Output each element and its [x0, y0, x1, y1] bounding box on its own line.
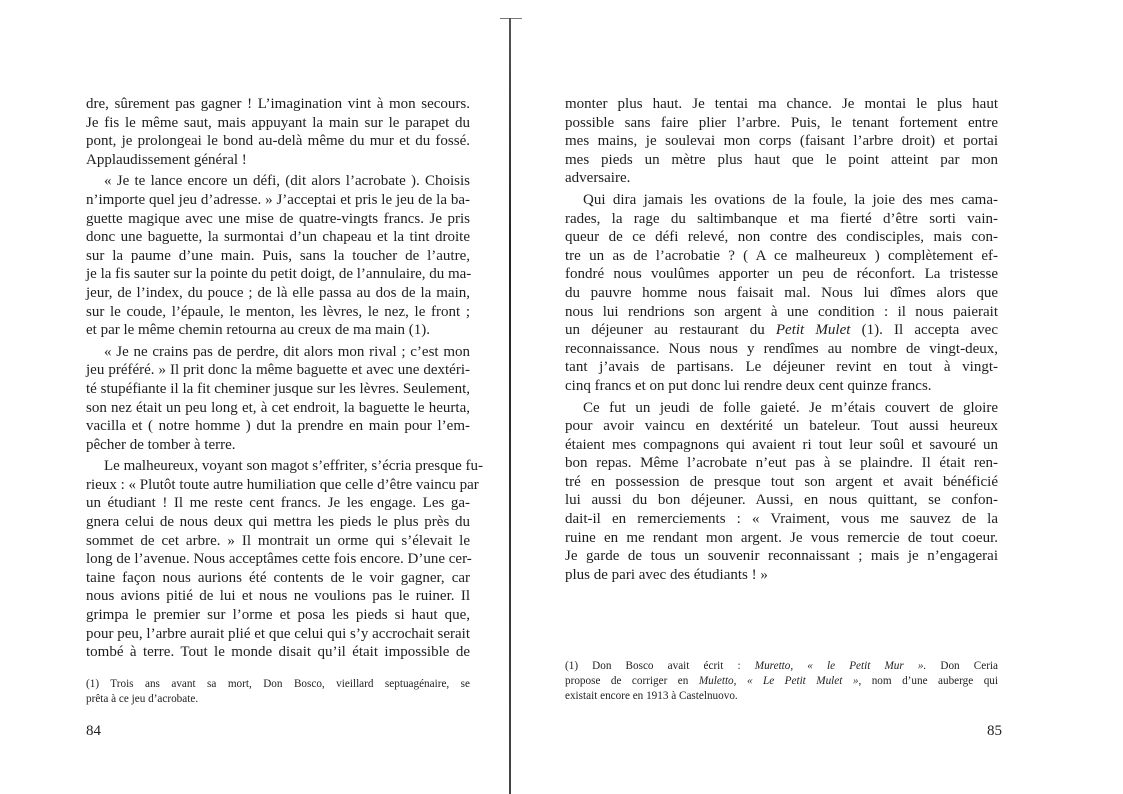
text-line: tombé à terre. Tout le monde disait qu’il était impossible de	[86, 644, 470, 661]
text-line: tant j’avais de partisans. Le déjeuner revint en tout à vingt-	[565, 359, 998, 376]
paragraph	[565, 191, 998, 396]
text-line	[565, 321, 998, 340]
text-segment: Don Ceria	[926, 660, 998, 672]
text-line: nous lui rendrions son argent à une condition : il nous paierait	[565, 303, 998, 320]
italic-text: Muletto	[698, 675, 734, 687]
italic-text: Petit Mulet	[775, 322, 851, 339]
text-line: jeur, de l’index, du pouce ; de là elle passa au dos de la main,	[86, 284, 470, 301]
text-line: Qui dira jamais les ovations de la foule, la joie des mes cama-	[583, 191, 998, 208]
text-line: jeu préféré. » Il prit donc la même baguette et avec une dextéri-	[86, 362, 470, 379]
text-segment: (1) Don Bosco avait écrit :	[565, 660, 755, 672]
text-line: Je garde de tous un souvenir reconnaissant ; mais je n’engagerai	[565, 548, 998, 565]
text-line: queur de ce défi relevé, non contre des condisciples, mais con-	[565, 229, 998, 246]
paragraph	[86, 172, 470, 339]
right-page-number: 85	[987, 723, 1002, 739]
right-page-footnote	[565, 659, 998, 704]
paragraph	[86, 343, 470, 455]
text-line: du pauvre homme nous faisait mal. Nous lui dîmes alors que	[565, 284, 998, 301]
text-line: cinq francs et on put donc lui rendre deux cent quinze francs.	[565, 377, 932, 394]
text-line: té stupéfiante il la fit cheminer jusque sur les lèvres. Seulement,	[86, 380, 470, 397]
right-page-body	[565, 95, 998, 587]
text-line: Le malheureux, voyant son magot s’effriter, s’écria presque fu-	[104, 458, 483, 475]
paragraph	[86, 457, 483, 662]
text-line: pont, je prolongeai le bond au-delà même du mur et du fossé.	[86, 133, 470, 150]
text-line: fondré nous voulûmes apporter un peu de réconfort. La tristesse	[565, 266, 998, 283]
text-line: pêcher de tomber à terre.	[86, 436, 236, 453]
text-line: un étudiant ! Il me reste cent francs. Je les engage. Les ga-	[86, 495, 470, 512]
text-line: pour peu, l’arbre aurait plié et que celui qui s’y accrochait serait	[86, 625, 470, 642]
text-line: dre, sûrement pas gagner ! L’imagination vint à mon secours.	[86, 96, 470, 112]
text-line: « Je ne crains pas de perdre, dit alors mon rival ; c’est mon	[104, 343, 470, 360]
text-segment: (1). Il accepta avec	[850, 322, 999, 339]
text-line: lui aussi du bon déjeuner. Aussi, en nous quittant, se confon-	[565, 492, 998, 509]
text-line: reconnaissance. Nous nous y rendîmes au nombre de vingt-deux,	[565, 340, 998, 357]
text-line: grimpa le premier sur l’orme et posa les pieds si haut que,	[86, 607, 470, 624]
book-spine	[509, 18, 511, 794]
text-line: tré en possession de presque tout son argent et avait bénéficié	[565, 473, 998, 490]
text-line: n’importe quel jeu d’adresse. » J’acceptai et pris le jeu de la ba-	[86, 191, 470, 208]
text-segment: propose de corriger en	[565, 675, 699, 687]
paragraph	[565, 399, 998, 585]
text-line: gnera celui de nous deux qui mettra les pieds le plus près du	[86, 514, 470, 531]
left-page-footnote	[86, 677, 470, 707]
text-segment: , nom d’une auberge qui	[858, 675, 998, 687]
italic-text: « Le Petit Mulet »	[746, 675, 859, 687]
text-line: mes mains, je soulevai mon corps (faisant l’arbre droit) et portai	[565, 133, 998, 150]
text-line: possible sans faire plier l’arbre. Puis, le tenant fortement entre	[565, 114, 998, 131]
text-line: guette magique avec une mise de quatre-vingts francs. Je pris	[86, 210, 470, 227]
text-line: je la fis sauter sur la pointe du petit doigt, de l’annulaire, du ma-	[86, 266, 472, 283]
text-line: Applaudissement général !	[86, 151, 247, 168]
italic-text: Muretto, « le Petit Mur ».	[754, 660, 927, 672]
text-line: long de l’avenue. Nous acceptâmes cette fois encore. D’une cer-	[86, 551, 472, 568]
text-segment: ,	[733, 675, 747, 687]
text-line: dait-il en remerciements : « Vraiment, vous me sauvez de la	[565, 511, 998, 528]
text-line: sur la paume d’une main. Puis, sans la toucher de l’autre,	[86, 247, 470, 264]
text-line: sur le coude, l’épaule, le menton, les lèvres, le nez, le front ;	[86, 303, 470, 320]
text-line: adversaire.	[565, 170, 631, 187]
text-line: bon repas. Même l’acrobate n’eut pas à se plaindre. Il était ren-	[565, 455, 998, 472]
text-line: nous avions pitié de lui et nous ne voulions pas le ruiner. Il	[86, 588, 470, 605]
left-page-body	[86, 95, 483, 665]
text-line: pour avoir vaincu en dextérité un bateleur. Tout aussi heureux	[565, 418, 998, 435]
text-line: sommet de cet arbre. » Il montrait un orme qui s’élevait le	[86, 532, 470, 549]
left-page-number: 84	[86, 723, 101, 739]
text-line: (1) Trois ans avant sa mort, Don Bosco, vieillard septuagénaire, se	[86, 678, 470, 690]
text-line: « Je te lance encore un défi, (dit alors l’acrobate ). Choisis	[104, 173, 470, 190]
text-line: monter plus haut. Je tentai ma chance. Je montai le plus haut	[565, 96, 998, 112]
text-line	[565, 659, 998, 674]
text-line: rieux : « Plutôt toute autre humiliation que celle d’être vaincu par	[86, 476, 479, 493]
paragraph	[565, 95, 998, 188]
text-line: étaient mes compagnons qui avaient ri tout leur soûl et savouré un	[565, 436, 998, 453]
text-line: vacilla et ( notre homme ) dut la prendre en main pour l’em-	[86, 418, 470, 435]
text-line: prêta à ce jeu d’acrobate.	[86, 693, 199, 705]
binding-mark	[500, 18, 522, 33]
text-line: mes pieds un mètre plus haut que le point atteint par mon	[565, 151, 998, 168]
text-line: existait encore en 1913 à Castelnuovo.	[565, 690, 738, 702]
text-line: tre un as de l’acrobatie ? ( A ce malheureux ) complètement ef-	[565, 247, 998, 264]
text-line: ruine en me rendant mon argent. Je vous remercie de tout coeur.	[565, 529, 998, 546]
text-segment: un déjeuner au restaurant du	[565, 322, 776, 339]
text-line: Ce fut un jeudi de folle gaieté. Je m’étais couvert de gloire	[583, 399, 998, 416]
text-line: taine façon nous aurions été contents de le voir gagner, car	[86, 569, 470, 586]
text-line: donc une baguette, la surmontai d’un chapeau et la tint droite	[86, 229, 470, 246]
text-line	[565, 674, 998, 689]
text-line: Je fis le même saut, mais appuyant la main sur le parapet du	[86, 114, 470, 131]
text-line: son nez était un peu long et, à cet endroit, la baguette le heurta,	[86, 399, 470, 416]
text-line: et par le même chemin retourna au creux de ma main (1).	[86, 322, 431, 339]
paragraph	[86, 95, 470, 169]
text-line: plus de pari avec des étudiants ! »	[565, 566, 768, 583]
text-line: rades, la rage du saltimbanque et ma fierté d’être sorti vain-	[565, 210, 998, 227]
